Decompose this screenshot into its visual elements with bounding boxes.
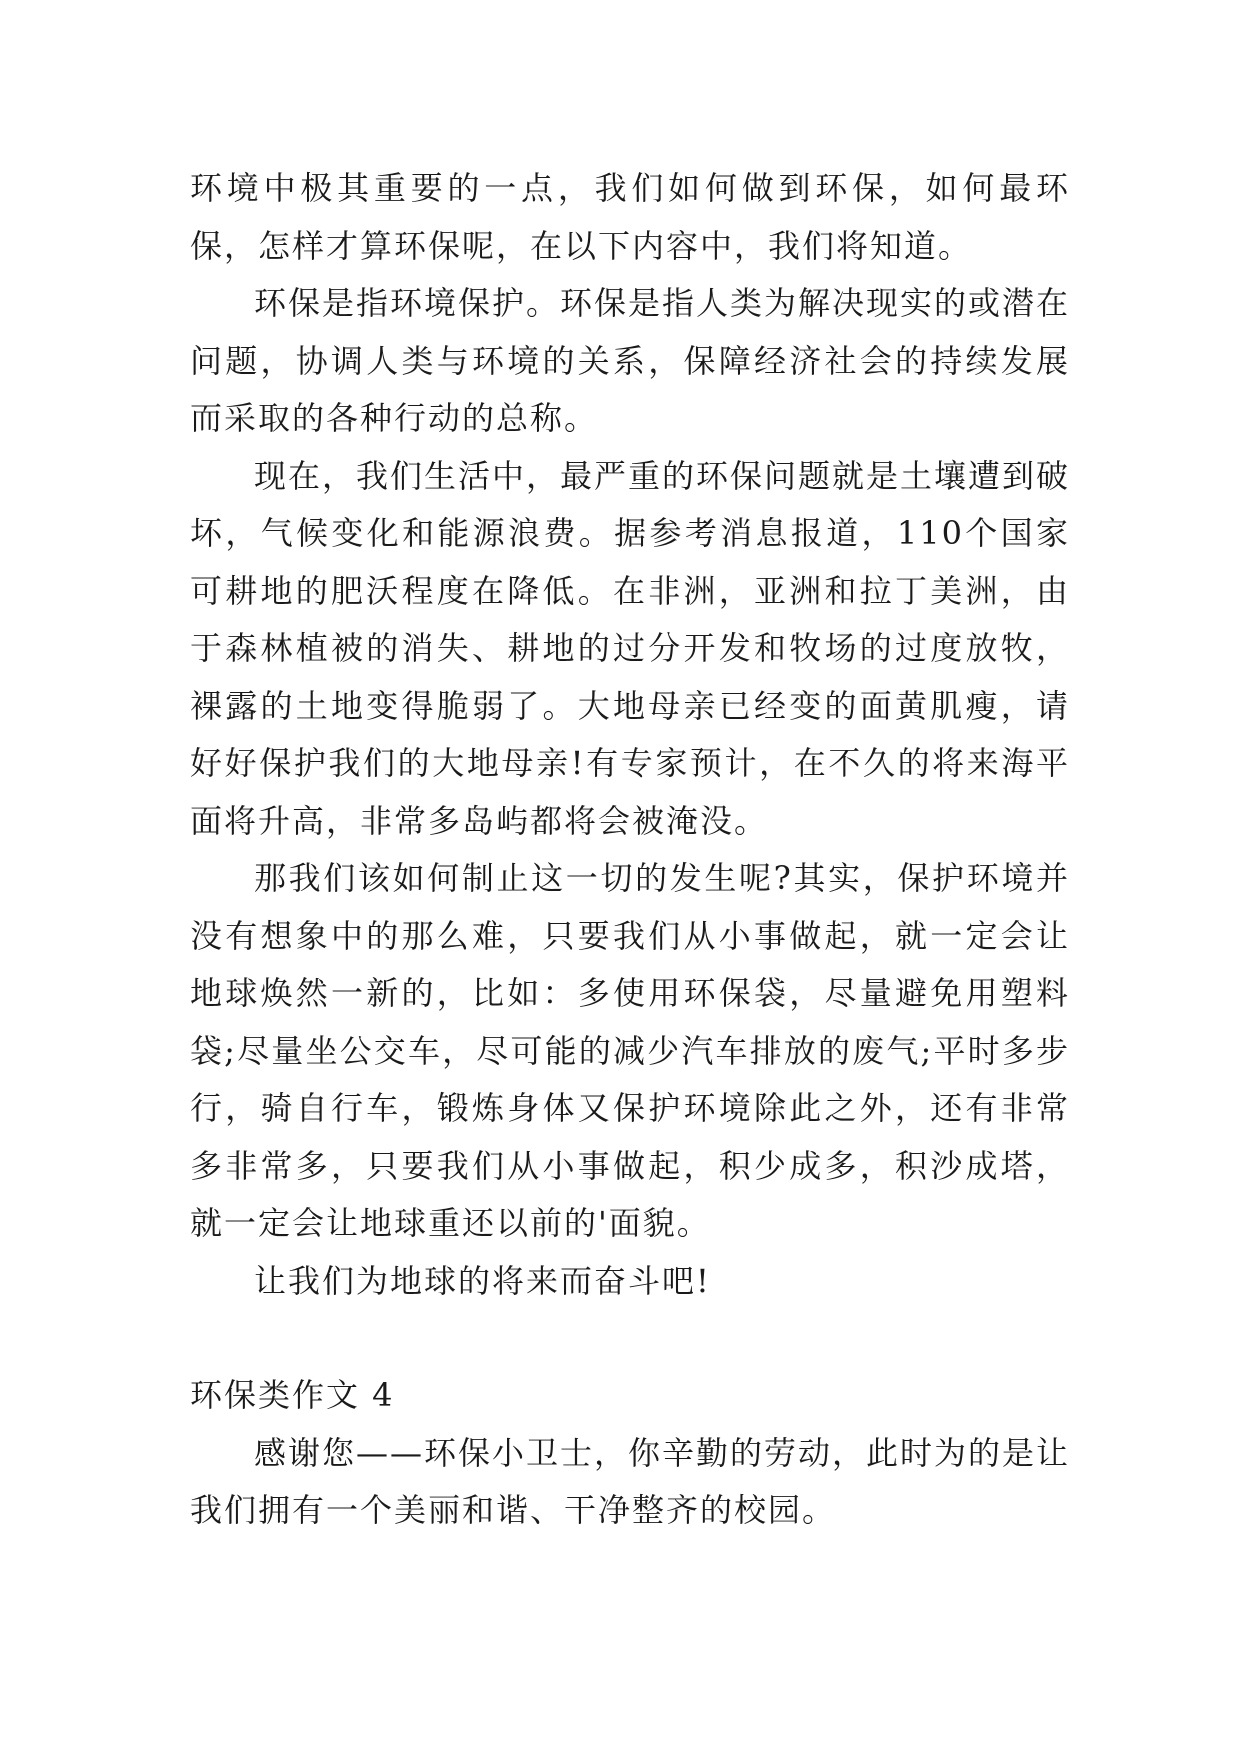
paragraph-definition: 环保是指环境保护。环保是指人类为解决现实的或潜在问题，协调人类与环境的关系，保障经济社会的持续发展而采取的各种行动的总称。 [190, 284, 1071, 437]
paragraph-closing: 让我们为地球的将来而奋斗吧! [254, 1261, 711, 1300]
paragraph-problems: 现在，我们生活中，最严重的环保问题就是土壤遭到破坏，气候变化和能源浪费。据参考消息报道，110个国家可耕地的肥沃程度在降低。在非洲，亚洲和拉丁美洲，由于森林植被的消失、耕地的过分开发和牧场的过度放牧，裸露的土地变得脆弱了。大地母亲已经变的面黄肌瘦，请好好保护我们的大地母亲!有专家预计，在不久的将来海平面将升高，非常多岛屿都将会被淹没。 [190, 456, 1071, 840]
paragraph-thanks: 感谢您——环保小卫士，你辛勤的劳动，此时为的是让我们拥有一个美丽和谐、干净整齐的校园。 [190, 1433, 1071, 1529]
paragraph-solutions: 那我们该如何制止这一切的发生呢?其实，保护环境并没有想象中的那么难，只要我们从小事做起，就一定会让地球焕然一新的，比如：多使用环保袋，尽量避免用塑料袋;尽量坐公交车，尽可能的减少汽车排放的废气;平时多步行，骑自行车，锻炼身体又保护环境除此之外，还有非常多非常多，只要我们从小事做起，积少成多，积沙成塔，就一定会让地球重还以前的'面貌。 [190, 859, 1070, 1242]
paragraph-intro-continued: 环境中极其重要的一点，我们如何做到环保，如何最环保，怎样才算环保呢，在以下内容中，我们将知道。 [190, 169, 1070, 265]
document-body [190, 160, 1070, 1540]
section-heading: 环保类作文 4 [190, 1376, 395, 1414]
